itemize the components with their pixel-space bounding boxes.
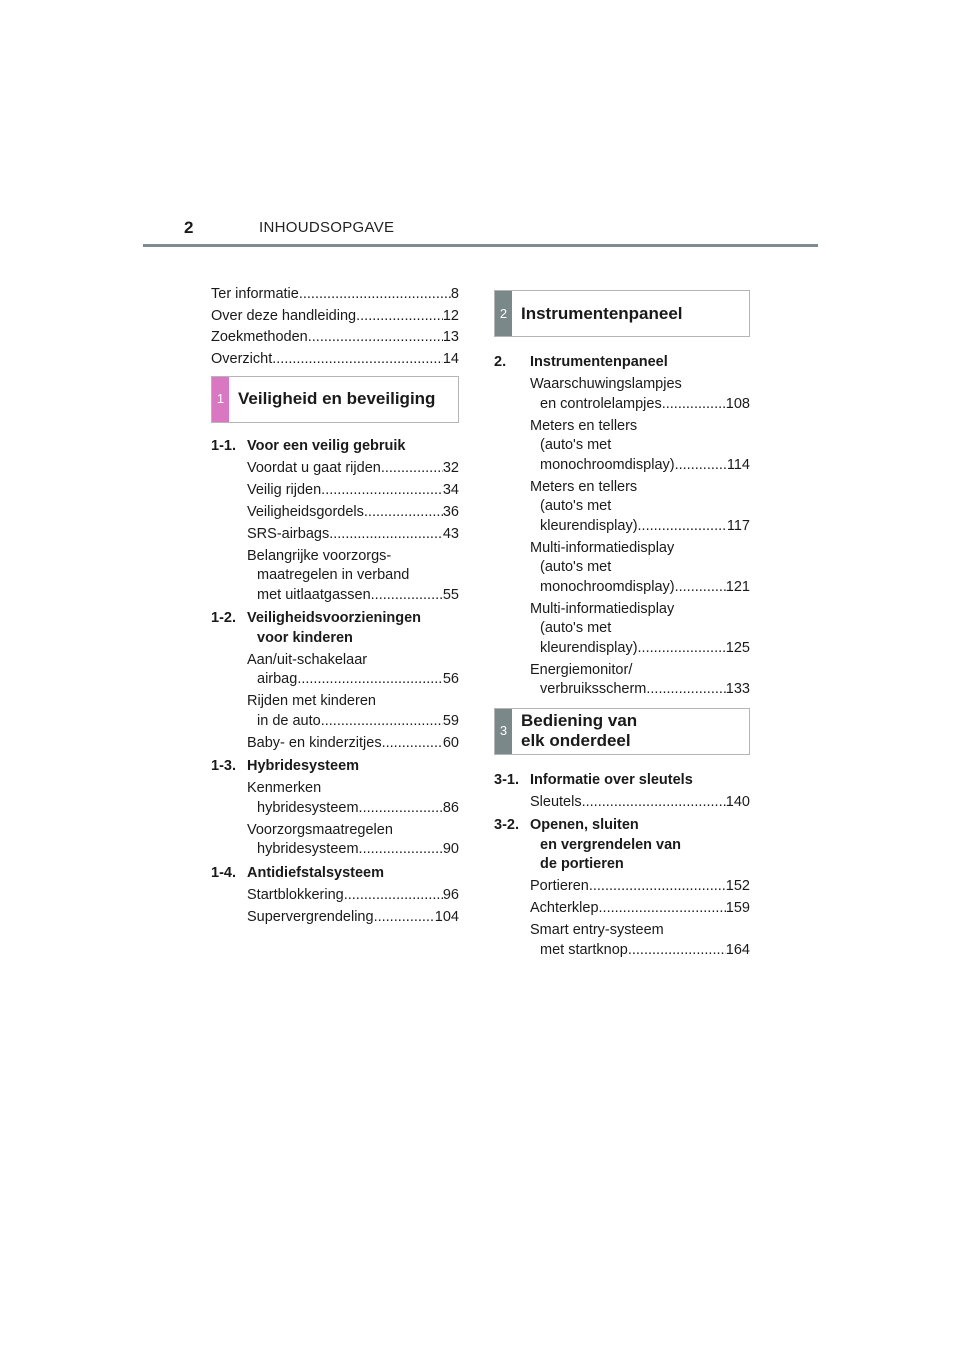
- toc-entry-page: 86: [442, 799, 459, 816]
- toc-left-column: [211, 285, 459, 931]
- toc-group-2: [494, 353, 750, 700]
- toc-entry[interactable]: [211, 481, 459, 501]
- header-rule: [143, 244, 818, 247]
- toc-group-1-1: [211, 437, 459, 606]
- toc-entry-label: Ter informatie: [211, 286, 299, 302]
- section-header-2[interactable]: [494, 290, 750, 337]
- leader-dots: [359, 840, 443, 860]
- toc-entry[interactable]: [211, 328, 459, 348]
- toc-entry-label: Startblokkering: [247, 886, 344, 903]
- leader-dots: [589, 877, 726, 897]
- leader-dots: [359, 799, 443, 819]
- toc-entry-label: Voordat u gaat rijden: [247, 459, 381, 476]
- toc-entry-label: Voorzorgsmaatregelen: [247, 821, 393, 838]
- toc-entry-page: 159: [725, 900, 750, 916]
- subsection-heading[interactable]: [211, 757, 459, 777]
- leader-dots: [299, 285, 451, 305]
- toc-entry[interactable]: [211, 651, 459, 690]
- leader-dots: [638, 517, 727, 537]
- section-header-1[interactable]: [211, 376, 459, 423]
- section-title: Instrumentenpaneel: [521, 303, 683, 323]
- toc-entry-page: 12: [442, 307, 459, 324]
- toc-entry[interactable]: [494, 921, 750, 960]
- toc-entry-label: hybridesysteem: [257, 841, 359, 858]
- toc-group-1-2: [211, 609, 459, 753]
- toc-entry-label: Multi-informatiedisplay: [530, 600, 675, 617]
- subsection-number: 1-2.: [211, 610, 236, 627]
- section-title-line: Bediening van: [521, 711, 638, 730]
- toc-entry-page: 164: [725, 941, 750, 958]
- section-number-tab: 1: [212, 377, 229, 422]
- toc-entry[interactable]: [211, 821, 459, 860]
- toc-entry[interactable]: [211, 285, 459, 305]
- leader-dots: [582, 793, 726, 813]
- toc-entry-label: Meters en tellers: [530, 417, 638, 434]
- toc-entry-page: 56: [442, 671, 459, 688]
- toc-entry-page: 133: [725, 681, 750, 697]
- toc-entry[interactable]: [494, 539, 750, 598]
- toc-entry[interactable]: [211, 886, 459, 906]
- toc-entry-label: Rijden met kinderen: [247, 693, 376, 710]
- subsection-title: Informatie over sleutels: [530, 771, 693, 788]
- toc-entry-label: Multi-informatiedisplay: [530, 539, 675, 556]
- toc-entry[interactable]: [211, 734, 459, 754]
- section-title: Veiligheid en beveiliging: [238, 389, 436, 409]
- subsection-heading[interactable]: [211, 864, 459, 884]
- subsection-number: 3-2.: [494, 817, 519, 833]
- toc-entry-page: 13: [442, 329, 459, 346]
- toc-entry-page: 121: [725, 578, 750, 595]
- subsection-heading[interactable]: [494, 353, 750, 373]
- toc-entry[interactable]: [494, 877, 750, 897]
- leader-dots: [382, 734, 443, 754]
- toc-entry-label: Energiemonitor/: [530, 661, 633, 678]
- toc-entry-page: 104: [434, 908, 459, 925]
- toc-entry-label: Veilig rijden: [247, 481, 322, 498]
- subsection-number: 2.: [494, 354, 507, 370]
- toc-entry-label: verbruiksscherm: [540, 681, 647, 697]
- toc-entry-page: 59: [442, 712, 459, 729]
- leader-dots: [381, 459, 443, 479]
- toc-entry[interactable]: [211, 779, 459, 818]
- leader-dots: [675, 456, 727, 476]
- toc-entry-page: 43: [442, 525, 459, 542]
- leader-dots: [371, 586, 443, 606]
- leader-dots: [599, 899, 726, 919]
- toc-entry-page: 14: [442, 351, 459, 368]
- toc-group-1-3: [211, 757, 459, 860]
- toc-entry-page: 32: [442, 459, 459, 476]
- toc-entry-page: 8: [450, 286, 459, 302]
- toc-entry[interactable]: [211, 525, 459, 545]
- subsection-title: en vergrendelen van: [540, 836, 682, 853]
- toc-entry-page: 96: [442, 886, 459, 903]
- section-title-line: elk onderdeel: [521, 731, 631, 750]
- toc-entry-label: Over deze handleiding: [211, 307, 357, 324]
- subsection-number: 1-4.: [211, 864, 236, 881]
- subsection-heading[interactable]: [494, 771, 750, 791]
- subsection-title: voor kinderen: [257, 629, 353, 646]
- toc-entry[interactable]: [211, 908, 459, 928]
- toc-entry-page: 60: [442, 734, 459, 751]
- subsection-heading[interactable]: [211, 437, 459, 457]
- toc-entry-label: (auto's met: [540, 559, 612, 575]
- leader-dots: [308, 328, 443, 348]
- toc-entry-label: airbag: [257, 671, 298, 688]
- toc-entry-label: (auto's met: [540, 498, 612, 514]
- toc-entry-page: 55: [442, 586, 459, 603]
- toc-entry-page: 140: [725, 793, 750, 810]
- subsection-number: 1-1.: [211, 437, 236, 454]
- toc-entry[interactable]: [494, 793, 750, 813]
- toc-entry-label: monochroomdisplay): [540, 456, 675, 473]
- toc-entry-label: Kenmerken: [247, 780, 322, 797]
- section-number-tab: 2: [495, 291, 512, 336]
- toc-entry-label: (auto's met: [540, 620, 612, 636]
- leader-dots: [321, 712, 443, 732]
- subsection-number: 3-1.: [494, 771, 519, 788]
- leader-dots: [675, 578, 726, 598]
- toc-entry-label: Zoekmethoden: [211, 329, 308, 346]
- page-number: 2: [184, 218, 194, 237]
- toc-entry-label: hybridesysteem: [257, 799, 359, 816]
- toc-entry[interactable]: [494, 375, 750, 414]
- toc-group-3-1: [494, 771, 750, 813]
- subsection-number: 1-3.: [211, 758, 236, 775]
- toc-entry-label: kleurendisplay): [540, 639, 638, 656]
- toc-entry-label: in de auto: [257, 712, 321, 729]
- subsection-title: Veiligheidsvoorzieningen: [247, 610, 422, 627]
- toc-entry[interactable]: [211, 459, 459, 479]
- leader-dots: [356, 307, 443, 327]
- leader-dots: [646, 680, 725, 700]
- toc-entry-label: maatregelen in verband: [257, 567, 410, 584]
- toc-entry-label: Portieren: [530, 878, 589, 894]
- toc-entry-label: monochroomdisplay): [540, 578, 675, 595]
- toc-entry[interactable]: [211, 547, 459, 606]
- subsection-heading[interactable]: [494, 816, 750, 875]
- toc-right-column: [494, 288, 750, 964]
- section-header-3[interactable]: [494, 708, 750, 755]
- toc-entry[interactable]: [494, 417, 750, 476]
- leader-dots: [272, 350, 443, 370]
- toc-entry-label: kleurendisplay): [540, 517, 638, 534]
- toc-entry-label: met uitlaatgassen: [257, 586, 371, 603]
- toc-entry-page: 114: [726, 456, 750, 473]
- subsection-heading[interactable]: [211, 609, 459, 648]
- toc-entry[interactable]: [211, 692, 459, 731]
- subsection-title: Voor een veilig gebruik: [247, 437, 406, 454]
- subsection-title: Openen, sluiten: [530, 817, 639, 833]
- leader-dots: [297, 670, 443, 690]
- toc-entry-label: Smart entry-systeem: [530, 922, 664, 938]
- leader-dots: [364, 503, 443, 523]
- section-title: [512, 709, 637, 754]
- toc-group-1-4: [211, 864, 459, 928]
- subsection-title: de portieren: [540, 856, 624, 872]
- toc-entry-label: Meters en tellers: [530, 478, 638, 495]
- toc-entry-label: Baby- en kinderzitjes: [247, 734, 382, 751]
- intro-list: [211, 285, 459, 370]
- toc-entry-label: Sleutels: [530, 793, 582, 810]
- toc-entry-label: Achterklep: [530, 900, 599, 916]
- toc-entry-label: SRS-airbags: [247, 525, 330, 542]
- toc-entry[interactable]: [494, 899, 750, 919]
- toc-group-3-2: [494, 816, 750, 960]
- toc-entry[interactable]: [494, 661, 750, 700]
- toc-entry[interactable]: [494, 478, 750, 537]
- subsection-title: Antidiefstalsysteem: [247, 864, 384, 881]
- toc-entry-page: 36: [442, 503, 459, 520]
- toc-entry-label: Overzicht: [211, 351, 273, 368]
- subsection-title: Instrumentenpaneel: [530, 354, 668, 370]
- toc-entry-page: 90: [442, 841, 459, 858]
- toc-entry-label: Supervergrendeling: [247, 908, 374, 925]
- leader-dots: [329, 525, 443, 545]
- section-number-tab: 3: [495, 709, 512, 754]
- leader-dots: [638, 639, 726, 659]
- toc-entry[interactable]: [211, 503, 459, 523]
- toc-entry-page: 125: [725, 639, 750, 656]
- toc-entry[interactable]: [211, 307, 459, 327]
- toc-entry[interactable]: [211, 350, 459, 370]
- toc-entry-page: 34: [442, 481, 459, 498]
- toc-entry-label: Aan/uit-schakelaar: [247, 651, 368, 668]
- toc-entry-page: 152: [725, 878, 750, 894]
- toc-entry-label: Waarschuwingslampjes: [530, 376, 682, 392]
- toc-entry-label: Veiligheidsgordels: [247, 503, 364, 520]
- toc-entry-label: (auto's met: [540, 437, 612, 453]
- subsection-title: Hybridesysteem: [247, 758, 360, 775]
- toc-entry-label: met startknop: [540, 941, 628, 958]
- leader-dots: [374, 908, 435, 928]
- toc-entry-page: 108: [725, 395, 750, 412]
- leader-dots: [662, 395, 726, 415]
- toc-entry[interactable]: [494, 600, 750, 659]
- toc-entry-label: Belangrijke voorzorgs-: [247, 547, 392, 564]
- leader-dots: [344, 886, 443, 906]
- leader-dots: [321, 481, 443, 501]
- toc-entry-page: 117: [726, 517, 750, 534]
- header-title: INHOUDSOPGAVE: [259, 219, 395, 236]
- leader-dots: [628, 941, 726, 961]
- toc-entry-label: en controlelampjes: [540, 395, 662, 412]
